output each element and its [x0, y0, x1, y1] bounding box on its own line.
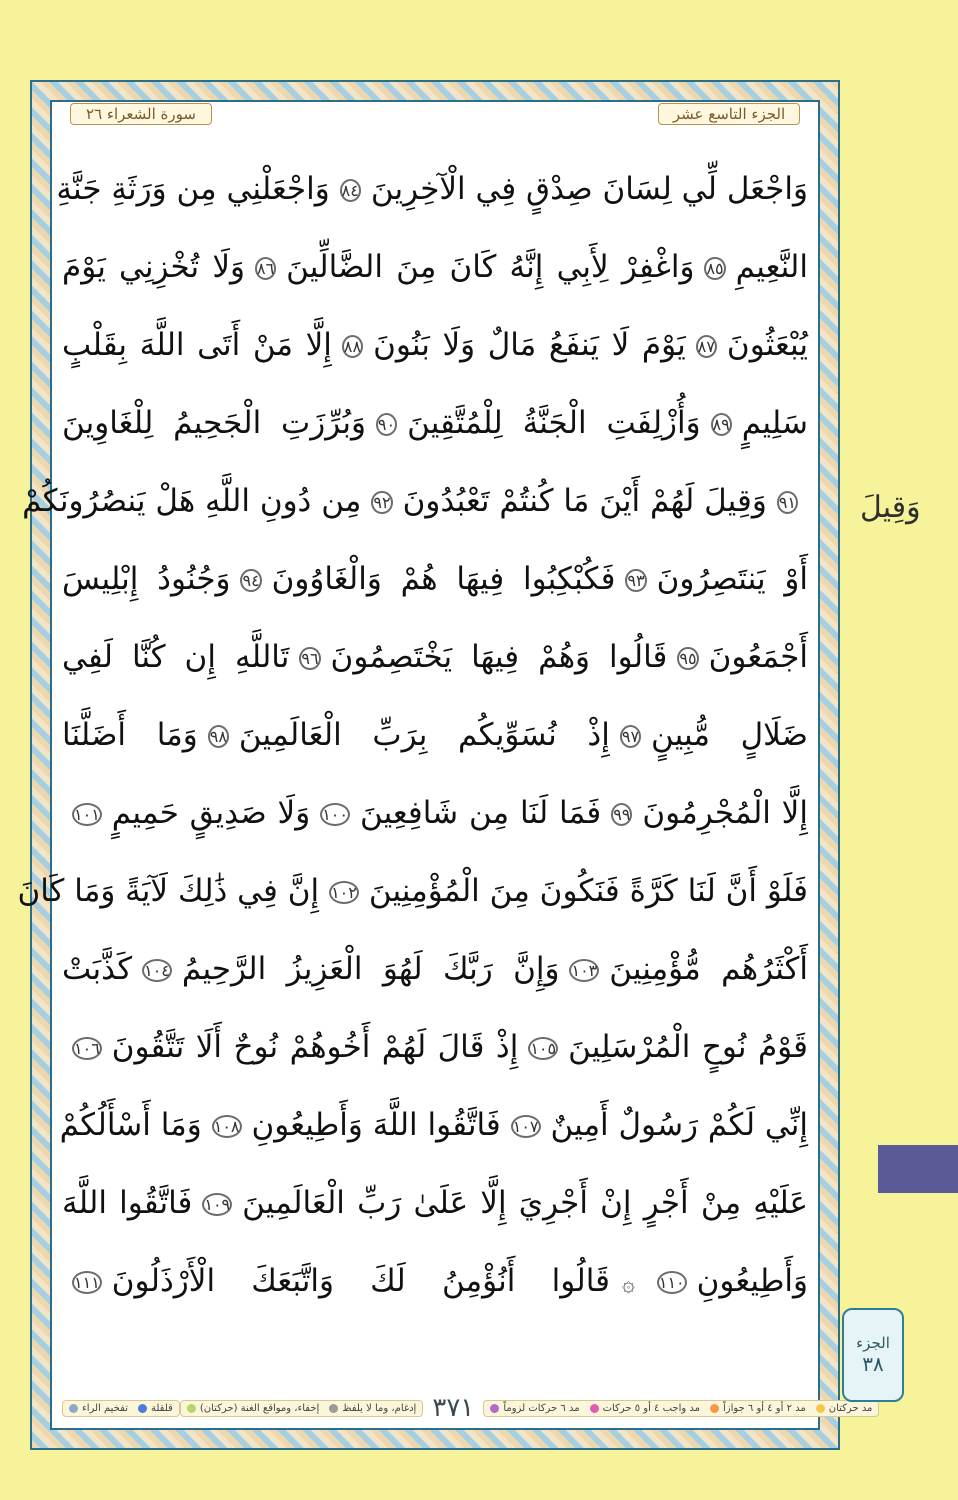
verse-segment: أَوْ يَنتَصِرُونَ [656, 561, 808, 597]
verse-line [62, 696, 808, 774]
verse-segment: وَأُزْلِفَتِ الْجَنَّةُ لِلْمُتَّقِينَ [407, 405, 701, 441]
verse-segment: إِلَّا الْمُجْرِمُونَ [642, 795, 808, 831]
ayah-number: ١٠٧ [512, 1116, 539, 1136]
legend-item [590, 1403, 700, 1414]
verse-segment: وَاجْعَلْنِي مِن وَرَثَةِ جَنَّةِ [56, 171, 330, 207]
verse-segment: إِذْ نُسَوِّيكُم بِرَبِّ الْعَالَمِينَ [238, 717, 610, 753]
ayah-number: ١٠٥ [530, 1038, 557, 1058]
legend-item [816, 1403, 873, 1414]
ayah-number: ٩٥ [679, 648, 697, 668]
verse-segment: قَالُوا وَهُمْ فِيهَا يَخْتَصِمُونَ [330, 639, 668, 675]
verse-line [59, 1086, 808, 1164]
ayah-number: ٩٧ [621, 726, 640, 746]
legend-label: مد ٢ أو ٤ أو ٦ جوازاً [722, 1402, 806, 1414]
ayah-number: ٩٣ [627, 570, 645, 590]
verse-line [56, 150, 808, 228]
verse-segment: إِنِّي لَكُمْ رَسُولٌ أَمِينٌ [550, 1107, 808, 1143]
juz-badge [842, 1308, 904, 1402]
ayah-number: ٨٨ [343, 336, 362, 356]
ayah-number: ١٠٢ [331, 882, 357, 902]
verse-segment: فَمَا لَنَا مِن شَافِعِينَ [359, 795, 602, 831]
tajweed-legend-right [483, 1400, 879, 1417]
verse-segment: فَاتَّقُوا اللَّهَ وَأَطِيعُونِ [251, 1107, 501, 1143]
legend-item [187, 1403, 319, 1414]
legend-color-dot [138, 1404, 147, 1413]
verse-line [62, 228, 808, 306]
ayah-number: ٩٤ [242, 570, 260, 590]
legend-color-dot [590, 1404, 599, 1413]
verse-segment: أَكْثَرُهُم مُّؤْمِنِينَ [609, 951, 808, 987]
verse-segment: تَاللَّهِ إِن كُنَّا لَفِي [62, 639, 290, 675]
verse-line [62, 306, 808, 384]
ayah-number: ١١٠ [658, 1272, 685, 1292]
legend-color-dot [69, 1404, 78, 1413]
verse-line [62, 618, 808, 696]
legend-color-dot [490, 1404, 499, 1413]
verse-line [62, 540, 808, 618]
verse-segment: وَجُنُودُ إِبْلِيسَ [62, 561, 231, 597]
legend-label: مد حركتان [828, 1402, 873, 1414]
tajweed-legend-middle [180, 1400, 424, 1417]
page-number: ٣٧١ [432, 1393, 475, 1423]
verse-segment: قَالُوا أَنُؤْمِنُ لَكَ وَاتَّبَعَكَ الْأَرْذَلُونَ [111, 1263, 610, 1299]
ayah-number: ١١١ [74, 1272, 100, 1292]
verse-line [62, 1164, 808, 1242]
ayah-number: ١٠٤ [144, 960, 170, 980]
verse-segment: وَإِنَّ رَبَّكَ لَهُوَ الْعَزِيزُ الرَّحِيمُ [181, 951, 560, 987]
verse-segment: وَلَا تُخْزِنِي يَوْمَ [62, 249, 245, 285]
rub-el-hizb-icon: ۞ [621, 1272, 635, 1297]
verse-line [62, 774, 808, 852]
verse-line [62, 930, 808, 1008]
ayah-number: ١٠١ [74, 804, 100, 824]
juz-badge-number: ٣٨ [862, 1352, 884, 1376]
side-margin-word: وَقِيلَ [860, 490, 921, 525]
verse-segment: كَذَّبَتْ [62, 951, 133, 987]
ayah-number: ١٠٩ [204, 1194, 231, 1214]
ayah-number: ٨٤ [341, 180, 359, 200]
verse-segment: فَلَوْ أَنَّ لَنَا كَرَّةً فَنَكُونَ مِنَ الْمُؤْمِنِينَ [368, 873, 808, 909]
verse-segment: وَبُرِّزَتِ الْجَحِيمُ لِلْغَاوِينَ [62, 405, 366, 441]
legend-label: تفخيم الراء [82, 1402, 128, 1414]
legend-item [69, 1403, 128, 1414]
legend-color-dot [710, 1404, 719, 1413]
legend-label: مد واجب ٤ أو ٥ حركات [602, 1402, 700, 1414]
verse-segment: فَاتَّقُوا اللَّهَ [62, 1185, 193, 1221]
legend-label: إخفاء، ومواقع الغنة (حركتان) [199, 1402, 320, 1414]
page-header [52, 100, 818, 128]
ayah-number: ١٠٣ [571, 960, 598, 980]
verse-line [22, 462, 808, 540]
legend-color-dot [329, 1404, 338, 1413]
verse-segment: ضَلَالٍ مُّبِينٍ [651, 717, 808, 753]
ayah-number: ١٠٨ [213, 1116, 240, 1136]
verse-segment: إِنَّ فِي ذَٰلِكَ لَآيَةً وَمَا كَانَ [17, 873, 320, 909]
ayah-number: ٩٠ [377, 414, 396, 434]
tajweed-legend-left [62, 1400, 180, 1417]
verse-segment: إِذْ قَالَ لَهُمْ أَخُوهُمْ نُوحٌ أَلَا تَتَّقُونَ [111, 1029, 519, 1065]
ayah-number: ٨٦ [256, 258, 275, 278]
verse-segment: وَمَا أَسْأَلُكُمْ [59, 1107, 202, 1143]
legend-item [710, 1403, 806, 1414]
ayah-number: ٨٥ [706, 258, 724, 278]
legend-label: مد ٦ حركات لزوماً [503, 1402, 580, 1414]
verse-segment: يُبْعَثُونَ [726, 327, 808, 363]
verse-segment: مِن دُونِ اللَّهِ هَلْ يَنصُرُونَكُمْ [22, 483, 362, 519]
ayah-number: ٩٦ [301, 648, 319, 668]
ayah-number: ٨٧ [697, 336, 715, 356]
verse-segment: وَاغْفِرْ لِأَبِي إِنَّهُ كَانَ مِنَ الضَّالِّينَ [286, 249, 695, 285]
legend-item [490, 1403, 579, 1414]
legend-item [138, 1403, 173, 1414]
verse-segment: فَكُبْكِبُوا فِيهَا هُمْ وَالْغَاوُونَ [271, 561, 616, 597]
verse-segment: سَلِيمٍ [741, 405, 808, 441]
verse-segment: عَلَيْهِ مِنْ أَجْرٍ إِنْ أَجْرِيَ إِلَّا عَلَىٰ رَبِّ الْعَالَمِينَ [242, 1185, 808, 1221]
verse-segment: وَقِيلَ لَهُمْ أَيْنَ مَا كُنتُمْ تَعْبُدُونَ [402, 483, 767, 519]
ayah-number: ٨٩ [712, 414, 730, 434]
verse-segment: وَأَطِيعُونِ [696, 1263, 808, 1299]
verse-segment: وَمَا أَضَلَّنَا [62, 717, 198, 753]
legend-label: قلقلة [150, 1402, 173, 1414]
ayah-number: ٩٩ [613, 804, 631, 824]
verse-segment: قَوْمُ نُوحٍ الْمُرْسَلِينَ [568, 1029, 808, 1065]
verse-segment: أَجْمَعُونَ [708, 639, 808, 675]
legend-item [329, 1403, 416, 1414]
verse-segment: وَاجْعَل لِّي لِسَانَ صِدْقٍ فِي الْآخِرِينَ [370, 171, 808, 207]
ayah-number: ٩١ [778, 492, 796, 512]
verse-line [62, 1008, 808, 1086]
legend-color-dot [816, 1404, 825, 1413]
juz-badge-label: الجزء [856, 1334, 890, 1352]
ayah-number: ١٠٦ [74, 1038, 100, 1058]
verse-segment: يَوْمَ لَا يَنفَعُ مَالٌ وَلَا بَنُونَ [373, 327, 686, 363]
surah-title: سورة الشعراء ٢٦ [70, 103, 212, 125]
page-marker-tab [878, 1145, 958, 1193]
verse-segment: وَلَا صَدِيقٍ حَمِيمٍ [111, 795, 311, 831]
verse-text-area [17, 142, 818, 1366]
verse-segment: النَّعِيمِ [735, 249, 808, 285]
verse-line [62, 384, 808, 462]
verse-line [17, 852, 808, 930]
ayah-number: ١٠٠ [322, 804, 348, 824]
legend-label: إدغام، وما لا يلفظ [342, 1402, 417, 1414]
page-footer [52, 1388, 873, 1428]
verse-segment: إِلَّا مَنْ أَتَى اللَّهَ بِقَلْبٍ [62, 327, 332, 363]
legend-color-dot [187, 1404, 196, 1413]
verse-line [62, 1242, 808, 1320]
ayah-number: ٩٢ [373, 492, 391, 512]
juz-title: الجزء التاسع عشر [658, 103, 800, 125]
ayah-number: ٩٨ [209, 726, 227, 746]
